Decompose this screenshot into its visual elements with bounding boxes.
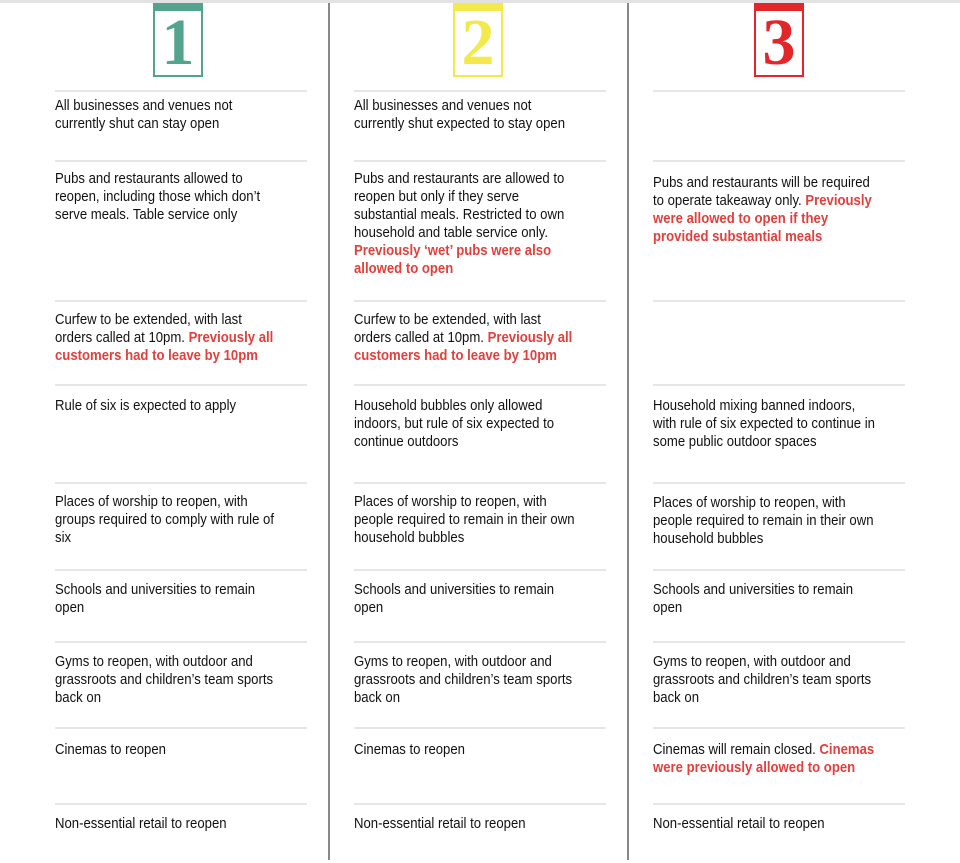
rule-cell xyxy=(55,170,282,224)
row-separator xyxy=(55,641,307,643)
row-separator xyxy=(653,641,905,643)
rule-cell xyxy=(55,97,282,133)
row-separator xyxy=(354,160,606,162)
rule-text: Places of worship to reopen, with people required to remain in their own household bubbles xyxy=(653,495,874,547)
row-separator xyxy=(653,482,905,484)
rule-text: Gyms to reopen, with outdoor and grassroots and children’s team sports back on xyxy=(354,654,573,706)
rule-cell xyxy=(354,815,581,833)
rule-text: Schools and universities to remain open xyxy=(55,582,256,616)
column-divider xyxy=(328,3,330,860)
rule-text: Cinemas will remain closed. xyxy=(653,742,820,758)
rule-cell xyxy=(55,397,282,415)
rule-cell xyxy=(354,397,581,451)
rule-text: Pubs and restaurants allowed to reopen, including those which don’t serve meals. Table service only xyxy=(55,171,261,223)
row-separator xyxy=(55,384,307,386)
rule-cell xyxy=(354,741,581,759)
rule-cell xyxy=(653,494,880,548)
rule-cell xyxy=(354,493,581,547)
rule-text: All businesses and venues not currently shut can stay open xyxy=(55,98,233,132)
column-divider xyxy=(627,3,629,860)
rule-cell xyxy=(653,653,880,707)
rule-text: Household bubbles only allowed indoors, but rule of six expected to continue outdoors xyxy=(354,398,555,450)
previous-rule-note: Previously all customers had to leave by 10pm xyxy=(354,330,573,364)
row-separator xyxy=(653,803,905,805)
rule-text: Curfew to be extended, with last orders called at 10pm. xyxy=(55,312,242,346)
rule-text: Schools and universities to remain open xyxy=(354,582,555,616)
rule-cell xyxy=(354,170,581,278)
rule-cell xyxy=(55,741,282,759)
row-separator xyxy=(55,160,307,162)
rule-text: Gyms to reopen, with outdoor and grassroots and children’s team sports back on xyxy=(55,654,274,706)
row-separator xyxy=(354,300,606,302)
row-separator xyxy=(653,384,905,386)
row-separator xyxy=(653,300,905,302)
row-separator xyxy=(55,727,307,729)
rule-cell xyxy=(55,653,282,707)
row-separator xyxy=(354,641,606,643)
rule-text: Schools and universities to remain open xyxy=(653,582,854,616)
row-separator xyxy=(653,90,905,92)
rule-cell xyxy=(653,815,880,833)
row-separator xyxy=(354,384,606,386)
rule-cell xyxy=(354,653,581,707)
tier-badge xyxy=(153,3,203,77)
rule-text: Places of worship to reopen, with people required to remain in their own household bubbles xyxy=(354,494,575,546)
rule-text: Curfew to be extended, with last orders called at 10pm. xyxy=(354,312,541,346)
tier-number: 3 xyxy=(762,6,796,79)
rule-cell xyxy=(354,311,581,365)
row-separator xyxy=(354,727,606,729)
tier-number: 2 xyxy=(461,6,495,79)
row-separator xyxy=(55,300,307,302)
row-separator xyxy=(55,569,307,571)
rule-text: Pubs and restaurants are allowed to reopen but only if they serve substantial meals. Restricted to own household and table service only. xyxy=(354,171,565,241)
row-separator xyxy=(55,90,307,92)
previous-rule-note: Previously ‘wet’ pubs were also allowed to open xyxy=(354,243,552,277)
tier-badge xyxy=(754,3,804,77)
previous-rule-note: Cinemas were previously allowed to open xyxy=(653,742,875,776)
row-separator xyxy=(354,803,606,805)
rule-cell xyxy=(55,493,282,547)
rule-cell xyxy=(653,397,880,451)
row-separator xyxy=(653,727,905,729)
rule-text: Non-essential retail to reopen xyxy=(653,816,825,832)
row-separator xyxy=(653,569,905,571)
rule-cell xyxy=(55,311,282,365)
rule-cell xyxy=(55,581,282,617)
tier-number: 1 xyxy=(161,6,195,79)
row-separator xyxy=(55,482,307,484)
rule-text: Non-essential retail to reopen xyxy=(354,816,526,832)
rule-cell xyxy=(653,741,880,777)
row-separator xyxy=(55,803,307,805)
rule-text: Pubs and restaurants will be required to operate takeaway only. xyxy=(653,175,870,209)
previous-rule-note: Previously all customers had to leave by 10pm xyxy=(55,330,274,364)
rule-cell xyxy=(354,97,581,133)
rule-cell xyxy=(653,174,880,246)
previous-rule-note: Previously were allowed to open if they provided substantial meals xyxy=(653,193,872,245)
rule-text: Cinemas to reopen xyxy=(354,742,465,758)
rule-text: Rule of six is expected to apply xyxy=(55,398,237,414)
row-separator xyxy=(354,569,606,571)
rule-text: All businesses and venues not currently shut expected to stay open xyxy=(354,98,566,132)
rule-text: Household mixing banned indoors, with rule of six expected to continue in some public outdoor spaces xyxy=(653,398,875,450)
row-separator xyxy=(653,160,905,162)
rule-text: Gyms to reopen, with outdoor and grassroots and children’s team sports back on xyxy=(653,654,872,706)
rule-text: Non-essential retail to reopen xyxy=(55,816,227,832)
tier-badge xyxy=(453,3,503,77)
rule-text: Places of worship to reopen, with groups required to comply with rule of six xyxy=(55,494,275,546)
rule-cell xyxy=(354,581,581,617)
row-separator xyxy=(354,90,606,92)
rule-text: Cinemas to reopen xyxy=(55,742,166,758)
rule-cell xyxy=(653,581,880,617)
rule-cell xyxy=(55,815,282,833)
row-separator xyxy=(354,482,606,484)
